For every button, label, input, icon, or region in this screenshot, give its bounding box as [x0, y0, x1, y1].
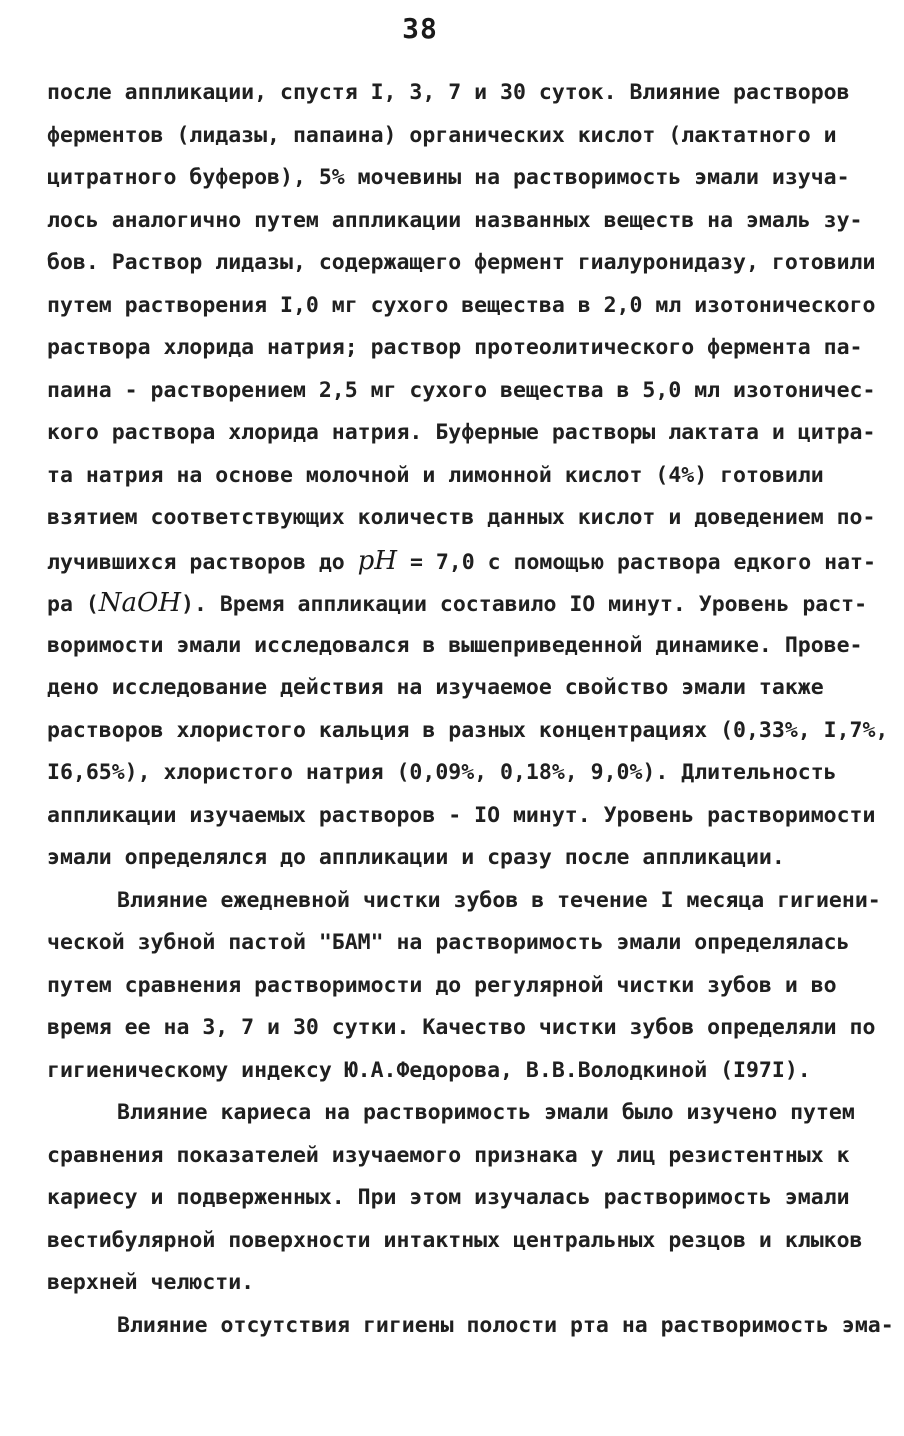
text-line: время ее на 3, 7 и 30 сутки. Качество чистки зубов определяли по: [47, 1015, 876, 1040]
text-line: паина - растворением 2,5 мг сухого вещества в 5,0 мл изотоничес-: [47, 377, 876, 403]
text-line: воримости эмали исследовался в вышеприведенной динамике. Прове-: [47, 632, 863, 658]
text-line-naoh: [47, 582, 877, 625]
text-segment: лучившихся растворов до: [47, 549, 358, 575]
text-line-ph: [47, 540, 877, 583]
paragraph-start: Влияние ежедневной чистки зубов в течение I месяца гигиени-: [117, 887, 881, 913]
text-line: эмали определялся до аппликации и сразу после аппликации.: [47, 845, 785, 870]
text-line: бов. Раствор лидазы, содержащего фермент гиалуронидазу, готовили: [47, 250, 876, 275]
text-segment: ра (: [47, 592, 99, 617]
text-line: вестибулярной поверхности интактных центральных резцов и клыков: [47, 1227, 863, 1253]
text-segment: = 7,0 с помощью раствора едкого нат-: [397, 549, 876, 575]
text-line: дено исследование действия на изучаемое свойство эмали также: [47, 675, 824, 700]
text-line: гигиеническому индексу Ю.А.Федорова, В.В.Володкиной (I97I).: [47, 1057, 811, 1083]
text-line: верхней челюсти.: [47, 1270, 255, 1295]
body-text: [47, 72, 894, 1347]
text-line: ферментов (лидазы, папаина) органических кислот (лактатного и: [47, 122, 837, 148]
paragraph-start: Влияние отсутствия гигиены полости рта на растворимость эма-: [117, 1312, 894, 1338]
text-line: растворов хлористого кальция в разных концентрациях (0,33%, I,7%,: [47, 717, 889, 743]
text-line: сравнения показателей изучаемого признака у лиц резистентных к: [47, 1142, 850, 1168]
text-segment: ). Время аппликации составило IO минут. Уровень раст-: [181, 592, 868, 617]
handwritten-naoh: NaOH: [98, 588, 182, 618]
text-line: I6,65%), хлористого натрия (0,09%, 0,18%, 9,0%). Длительность: [47, 760, 837, 785]
text-line: путем сравнения растворимости до регулярной чистки зубов и во: [47, 972, 837, 998]
text-line: раствора хлорида натрия; раствор протеолитического фермента па-: [47, 335, 863, 360]
text-line: кариесу и подверженных. При этом изучалась растворимость эмали: [47, 1185, 850, 1210]
text-line: после аппликации, спустя I, 3, 7 и 30 суток. Влияние растворов: [47, 80, 850, 105]
text-line: взятием соответствующих количеств данных кислот и доведением по-: [47, 505, 876, 530]
text-line: аппликации изучаемых растворов - IO минут. Уровень растворимости: [47, 802, 876, 828]
handwritten-ph: pH: [357, 545, 397, 576]
text-line: лось аналогично путем аппликации названных веществ на эмаль зу-: [47, 207, 863, 233]
text-line: кого раствора хлорида натрия. Буферные растворы лактата и цитра-: [47, 420, 876, 445]
text-line: ческой зубной пастой "БАМ" на растворимость эмали определялась: [47, 930, 850, 955]
page-number: 38: [402, 12, 438, 45]
paragraph-start: Влияние кариеса на растворимость эмали было изучено путем: [117, 1100, 855, 1125]
text-line: путем растворения I,0 мг сухого вещества в 2,0 мл изотонического: [47, 292, 876, 318]
text-line: та натрия на основе молочной и лимонной кислот (4%) готовили: [47, 462, 824, 488]
text-line: цитратного буферов), 5% мочевины на растворимость эмали изуча-: [47, 165, 850, 190]
